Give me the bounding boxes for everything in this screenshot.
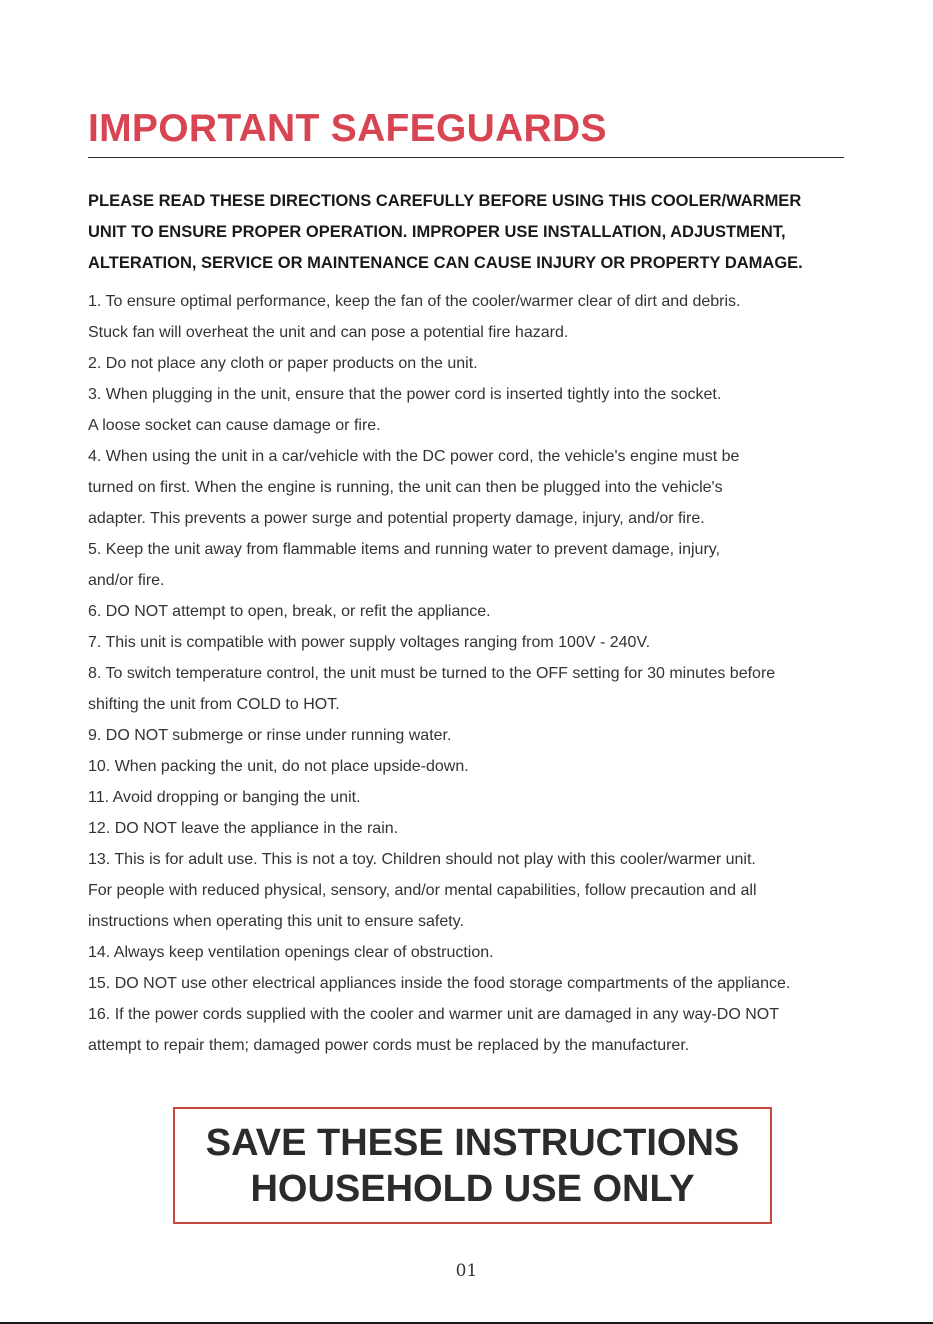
list-item: 1. To ensure optimal performance, keep the fan of the cooler/warmer clear of dirt and debris. bbox=[88, 293, 741, 310]
list-item: For people with reduced physical, sensory, and/or mental capabilities, follow precaution and all bbox=[88, 882, 757, 899]
list-item: shifting the unit from COLD to HOT. bbox=[88, 696, 340, 713]
safeguards-list bbox=[88, 286, 858, 1061]
list-item: 4. When using the unit in a car/vehicle with the DC power cord, the vehicle's engine must be bbox=[88, 448, 740, 465]
list-item: 15. DO NOT use other electrical appliances inside the food storage compartments of the appliance. bbox=[88, 975, 791, 992]
title-divider bbox=[88, 157, 844, 158]
page-number: 01 bbox=[455, 1261, 478, 1281]
intro-warning bbox=[88, 186, 848, 279]
list-item: 5. Keep the unit away from flammable items and running water to prevent damage, injury, bbox=[88, 541, 721, 558]
list-item: 12. DO NOT leave the appliance in the rain. bbox=[88, 820, 399, 837]
intro-line: UNIT TO ENSURE PROPER OPERATION. IMPROPER USE INSTALLATION, ADJUSTMENT, bbox=[88, 223, 786, 241]
list-item: 16. If the power cords supplied with the cooler and warmer unit are damaged in any way-DO NOT bbox=[88, 1006, 779, 1023]
list-item: 14. Always keep ventilation openings clear of obstruction. bbox=[88, 944, 494, 961]
list-item: 2. Do not place any cloth or paper products on the unit. bbox=[88, 355, 478, 372]
list-item: 11. Avoid dropping or banging the unit. bbox=[88, 789, 361, 806]
list-item: 13. This is for adult use. This is not a toy. Children should not play with this cooler/warmer unit. bbox=[88, 851, 756, 868]
list-item: attempt to repair them; damaged power cords must be replaced by the manufacturer. bbox=[88, 1037, 690, 1054]
list-item: 6. DO NOT attempt to open, break, or refit the appliance. bbox=[88, 603, 491, 620]
save-instructions-box bbox=[173, 1107, 772, 1224]
list-item: 8. To switch temperature control, the unit must be turned to the OFF setting for 30 minutes before bbox=[88, 665, 776, 682]
list-item: instructions when operating this unit to ensure safety. bbox=[88, 913, 464, 930]
list-item: A loose socket can cause damage or fire. bbox=[88, 417, 381, 434]
list-item: 10. When packing the unit, do not place upside-down. bbox=[88, 758, 469, 775]
list-item: 3. When plugging in the unit, ensure that the power cord is inserted tightly into the socket. bbox=[88, 386, 722, 403]
household-use-line: HOUSEHOLD USE ONLY bbox=[250, 1167, 695, 1210]
list-item: adapter. This prevents a power surge and potential property damage, injury, and/or fire. bbox=[88, 510, 705, 527]
list-item: 9. DO NOT submerge or rinse under running water. bbox=[88, 727, 452, 744]
list-item: turned on first. When the engine is running, the unit can then be plugged into the vehicle's bbox=[88, 479, 723, 496]
save-instructions-line: SAVE THESE INSTRUCTIONS bbox=[205, 1121, 740, 1164]
intro-line: ALTERATION, SERVICE OR MAINTENANCE CAN CAUSE INJURY OR PROPERTY DAMAGE. bbox=[88, 254, 803, 272]
page-title: IMPORTANT SAFEGUARDS bbox=[88, 107, 607, 150]
list-item: Stuck fan will overheat the unit and can pose a potential fire hazard. bbox=[88, 324, 569, 341]
list-item: and/or fire. bbox=[88, 572, 165, 589]
intro-line: PLEASE READ THESE DIRECTIONS CAREFULLY BEFORE USING THIS COOLER/WARMER bbox=[88, 192, 802, 210]
list-item: 7. This unit is compatible with power supply voltages ranging from 100V - 240V. bbox=[88, 634, 651, 651]
